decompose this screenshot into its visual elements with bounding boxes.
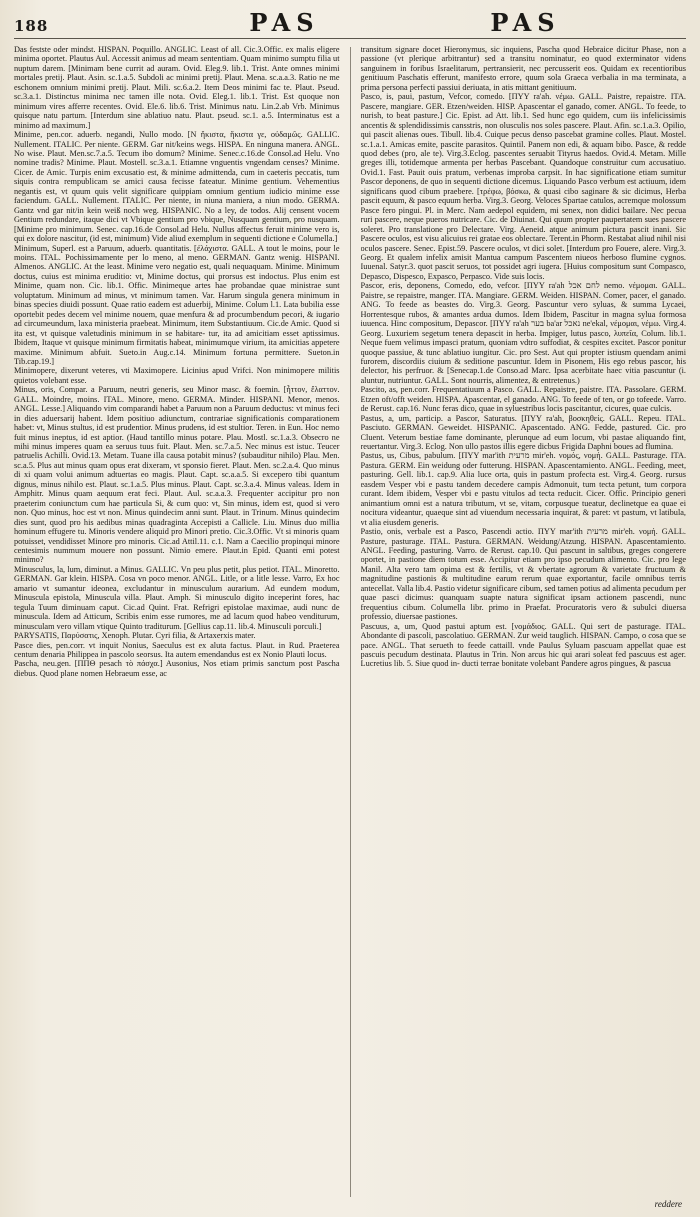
entry-paragraph: transitum signare docet Hieronymus, sic inquiens, Pascha quod Hebraice dicitur Phase, non a passione (vt plerique arbitrantur) sed a transitu nominatur, eo quod exterminator videns sanguinem in foribus Israelitarum, pertransierit, nec percusserit eos. Quidam ex recentioribus genitiuum Paschatis efferunt, manifesto errore, quum sola Graeca verbalia in ma terminata, a prima persona perfecti passiui deriuata, in atis mittant genitiuum.	[360, 45, 687, 92]
left-running-head: PAS	[249, 8, 320, 37]
entry-paragraph: Pascuus, a, um, Quod pastui aptum est. [νομάδιος. GALL. Qui sert de pasturage. ITAL. Abondante di pascoli, pascolatiuo. GERMAN. Zur weid tauglich. HISPAN. Campo, o cosa que se pace. ANGL. That serueth to feede cattaill. vnde Paulus Syluam pascuam appellat quae est pascuis pecudum destinata. Plautus in Trin. Non arcus hic qui arari soleat fed pascuus est ager. Lucretius lib. 5. Siue quod in- ducti terrae bonitate volebant Pandere agros pingues, & pascua	[360, 621, 687, 669]
page-header	[14, 8, 686, 39]
entry-paragraph: Pastio, onis, verbale est a Pasco, Pascendi actio. ΠΥΥ mar'ith מרעית mir'eh. νομή. GALL. Pasture, pasturage. ITAL. Pastura. GERMAN. Weidung/Atzung. HISPAN. Apascentamiento. ANGL. Feeding, pasturing. Varro. de Rerust. cap.10. Qui pascunt in saltibus, greges congerere oportet, in pastione diem totum esse. Accipitur etiam pro ipso pecudum alimento. Cic. pro lege Manil. Alta vero tam opima est & fertilis, vt & vbertate agrorum & varietate fructuum & magnitudine pastionis & multitudine earum rerum quae exportantur, facile omnibus terris antecellat. Valla lib.4. Pastio videtur significare cibum, sed tamen potius ad alimenta pecudum per quae pasci dicimus: quanquam suapte natura significat ipsam actionem pascendi, nunc frequentius cibum. Columella libr. primo in Praefat. Procuratoris vero & subulci diuersa professio, diuersae pastiones.	[360, 527, 687, 622]
left-column	[14, 45, 340, 1205]
entry-paragraph: Minusculus, la, lum, diminut. a Minus. GALLIC. Vn peu plus petit, plus petiot. ITAL. Minoretto. GERMAN. Gar klein. HISPA. Cosa vn poco menor. ANGL. Litle, or a litle lesse. Varro, Ex hoc amario vt sumantur ideonea, excludantur in minusculum aurarium. Ad eundem modum, Minuscula epistola, Minuscula villa. Plaut. Amph. Si minusculo digito inceperint fores, hac tegula Tuum diminuam caput. Cic.ad Quint. Frat. Refrigri epistolae maximae, audi nunc de minuscula. Idem ad Atticum, Scribis enim esse rumores, me ad lacum quod habeo venditurum, minusculam vero villam vtique Quinto traditurum. [Gellius cap.11. lib.4. Minusculi porculi.]	[14, 564, 340, 631]
column-divider	[350, 47, 351, 1197]
entry-paragraph: Pascor, eris, deponens, Comedo, edo, vefcor. [ΠΥΥ ra'ah לחם אכל nemo. νέμομαι. GALL. Paistre, se repaistre, manger. ITA. Mangiare. GERM. Weiden. HISPAN. Comer, pacer, el ganado. ANG. To feede as beastes do. Virg.3. Georg. Pascuntur vero syluas, & summa Lycaei, Horrentesque rubos, & amantes ardua dumos. Idem Ibidem, Pascitur in magna sylua formosa iuuenca. Hinc compositum, Depascor. [ΠΥΥ ra'ah בער ba'ar נאכל ne'ekal, νέμομαι, νέμω. Virg.4. Georg. Luxuriem segetum tenera depascit in herba. Impiger, lutus pasco, λυπεῖα, Colum. lib.1. Neque fuem velimus impasci pratum, quoniam vdtro suffodiat, & cespites excitet. Pascor ponitur quoque passiue, & tunc ablatiuo iungitur. Cic. pro Sest. Aut qui propter istiusm quendam animi furorem, discordiis ciuium & seditione pascuntur. Idem in Pisonem, His ego rebus pascor, his delector, his perfruor. & [Senecap.1.de Conso.ad Marc. Ipsa acerbitate haec vitia pascuntur (i. aluntur, nutriuntur. GALL. Sont nourris, alimentez, & entretenus.)	[360, 281, 687, 385]
entry-paragraph: Pasco, is, paui, pastum, Vefcor, comedo. [ΠΥΥ ra'ah. νέμω. GALL. Paistre, repaistre. ITA. Pascere, mangiare. GER. Etzen/weiden. HISP. Apascentar el ganado, comer. ANGL. To feede, to nurish, to beat pasture.] Cic. Epist. ad Att. lib.1. Sed hunc ego quidem, cum iis infelicissimis ancentis & splendidissimis cansstris, non olusculis nos soles pascere. Plaut. Afin. sc.1.a.3. Opilio, qui pascit alienas oues. Tibull. lib.4. Cuique pecus denso pascebat gramine colles. Plaut. Mostel. sc.1.a.1. Amicas emite, pascite parasitos. Quintil. Panem non edi, & aquam bibo. Pasce, & redde quod debes (pro, ale te). Virg.3.Eclog. pascentes seruabit Tityrus haedos. Ovid.4. Metam. Mille greges illi, totidemque armenta per herbas Pascebant. Quandoque construitur cum accusatiuo. Ovid.1. Fast. Pauit ouis pratum, verbenas improba carpsit. In hac significatione etiam sumitur Pascor deponens, de quo in sequenti dictione dicemus. Liquando Pasco verbum est actiuum, idem significans quod cibum praebere. [τρέφω, βόσκω, & quasi cibo saginare & sic dicimus, Herba pascit equum, & pasco equum herba. Virg.3. Georg. Veloces Spartae catulos, acremque molossum Pasce fero pingui. Pl. in Merc. Nam aedepol equidem, mi senex, non didici bailare. Nec pecua ruri pascere, neque pueros nutricare. Cic. de Diuinat. Qui quum propter paupertatem sues pascere soleret. Pro translatione pro Delectare. Virg. Aeneid. atque animum pictura pascit inani. Sic Pascere oculos, est visu alicuius rei gratae eos oblectare. Terent.in Phorm. Restabat aliud nihil nisi oculos pascere. Senec. Epist.59. Pascere oculos, vt dici solet. [Interdum pro Fouere, alere. Virg.3. Georg. Et qualem infelix amisit Mantua campum Pascentem niueos herboso flumine cygnos. Iuuenal. Satyr.3. quot pascit seruos, tot possidet agri iugera. [Huius compositum sunt Compasco, Depasco, Dispesco, Expasco, Perpasco. Vide suis locis.	[360, 92, 687, 281]
right-running-head: PAS	[490, 8, 561, 37]
entry-paragraph: Pastus, a, um, particip. a Pascor, Saturatus. [ΠΥΥ ra'ah, βοσκηθείς. GALL. Repeu. ITAL. Pasciuto. GERMAN. Geweidet. HISPANIC. Apascentado. ANG. Fedde, pastured. Cic. pro Cluent. Veterum bestiae fame dominante, plerunque ad eum locum, vbi pastae aliquando fint, reuertantur. Virg.3. Eclog. Non ullo pastos illis egere dicbus Frigida Daphni boues ad flumina.	[360, 413, 687, 452]
text-columns	[14, 45, 686, 1205]
entry-paragraph: Das festste oder mindst. HISPAN. Poquillo. ANGLIC. Least of all. Cic.3.Offic. ex malis eligere minima oportet. Plautus Aul. Accessit animus ad meam sententiam. Quam minimo sumptu filia ut nuptum darem. [Minimam bene currit ad auram. Ovid. Eleg.9. lib.1. Trist. Ante omnes minimi mortales pretij. Plaut. Asin. sc.1.a.5. Subdoli ac minimi pretij. Plaut. Mena. sc.a.a.3. Ratio ne me eschonem omnium minimi pretij. Plaut. Mili. sc.6.a.2. Item Deos minimi fac te. Plaut. Pseud. sc.3.a.1. Distinctus minima nec tamen ille nota. Ovid. Eleg.1. lib.1. Trist. Est quoque non minimum vires afferre recentes. Ovid. Ele.6. lib.6. Trist. Minimus natu. Lin.2.ab Vrb. Minimus quisque natu partum. [Interdum sine ablatiuo natu. Plaut. pseud. sc.1. a.5. Interminatus est a minimo ad maximum.]	[14, 45, 340, 130]
entry-paragraph: Pascito, as, pen.corr. Frequentatiuum a Pasco. GALL. Repaistre, paistre. ITA. Passolare. GERM. Etzen oft/offt weiden. HISPA. Apascentar, el ganado. ANG. To feede of ten, or go tofeede. Varro. de Rerust. cap.16. Nunc feras dico, quae in syluestribus locis pascitantur, cicures, quae culcis.	[360, 385, 687, 414]
entry-paragraph: Minimum, Superl. est a Paruum, aduerb. quantitatis. [ἐλάχιστα. GALL. A tout le moins, pour le moins. ITAL. Pochissimamente per lo meno, al meno. GERMAN. Gantz wenig. HISPANI. Almenos. ANGLIC. At the least. Minime vero negatio est, quali nequaquam. Minime. Minimum doctus, cuius est minima eruditio: vt, Minime doctus, qui prorsus est indoctus. Plus enim est Minime, quam non. Cic. lib.1. Offic. Minimeque artes hae probandae quae ministrae sunt voluptatum. Minimum ad minus, vt minimum tamen. Var. Harum singula genera minimum in binas species diuidi possunt. Quae ratio eadem est aduerbij, Minime. Colum l.1. Lata bubilia esse oportebit pedes decem vel minime nouem, quae menfura & ad procumbendum pecori, & iugario ad circumeundum, laxa ministeria praebeat. Minimum, item Substantiuum. Cic.de Amic. Quod si ita est, vt quisque valetudinis minimum in se habitare- tur, ita ad amicitiam esset aptissimus. Ibidem, Itaque vt quisque minimum firmitatis habeat, minimumque virium, ita amicitias appetere maxime. Minimum abfuit. Sueto.in Aug.c.14. Minimum fortuna permittere. Sueton.in Tib.cap.19.]	[14, 243, 340, 366]
entry-paragraph: Minimopere, dixerunt veteres, vti Maximopere. Licinius apud Vrifci. Non minimopere militis quietos volebant esse.	[14, 366, 340, 385]
catchword: reddere	[654, 1199, 682, 1209]
entry-paragraph: PARYSATIS, Παρύσατις, Xenoph. Plutar. Cyri filia, & Artaxerxis mater.	[14, 631, 256, 641]
page-number: 188	[14, 17, 49, 35]
entry-paragraph: Minus, oris, Compar. a Paruum, neutri generis, seu Minor masc. & foemin. [ἧττον, ἔλαττον. GALL. Moindre, moins. ITAL. Minore, meno. GERMA. Minder. HISPANI. Menor, menos. ANGL. Lesse.] Aliquando vim comparandi habet a Paruum non a Paruum deductus: vt minus feci in dies aduersarij habent. Idem positiuo adiunctum, contrariae significationis comparationem habet: vt, Minus stultus, id est prudentior. Minus prudens, id est stultior. Teren. in Eun. Hoc nemo fuit minus ineptus, id est aptior. (Haud tantillo minus potare. Plau. Mostl. sc.1.a.3. Obsecro ne mihi minus imperes quam ea seruus tuus fuit. Plaut. Men. sc.7.a.5. Nec minus est istuc. Teucer patruelis Achilli. Ovid.13. Metam. Tuane illa causa potabit minus? (subauditur nihilo) Plau. Men. sc.a.5. Plus aut minus quam opus erat dixeram, vt sponsio fieret. Plaut. Men. sc.2.a.4. Quo minus di xi quam volui animum adtuertas eo magis. Plaut. Capt. sc.a.a.5. Si excepero tibi quantum dignus, minus nihilo est. Plaut. sc.1.a.5. Plus minus. Plaut. Capt. sc.3.a.4. Minus valeas. Idem in Amphitr. Minus quam aequum erat feci. Plaut. Aul. sc.a.a.3. Frequenter accipitur pro non praeterim coniunctum cum hae particula Si, & cum quo: vt, Sin minus, idem est, quod si vero non. Quo minus, hoc est vt non. Minus quindecim anni sunt. Plaut. in Trinum. Minus quindecim dies sunt, quod pro his aedibus minas quadraginta Accepisti a Callicle. Liu. Minus duo millia hominum effugere tu. Minoris vendere aliquid pro Minori pretio. Cic.3.Offic. Vt si minoris quam potuisset, vendidisset Minore pro minoris. Cic.ad Attil.11. c.1. Nam a Caecilio propinqui minore centesimis nummum mouere non possunt. Nimio emere. Plaut.in Epid. Quanti emi potest minimo?	[14, 385, 340, 565]
entry-paragraph: Pasce dies, pen.corr. vt inquit Nonius, Saeculus est ex aluta factus. Plaut. in Rud. Praeterea centum denaria Philippea in pascolo seorsus. Ita autem emendandus est ex Nonio Plauti locus.	[14, 640, 340, 659]
entry-paragraph: Pastus, us, Cibus, pabulum. [ΠΥΥ mar'ith מרעית mir'eh. νομός, νομή. GALL. Pasturage. ITA. Pastura. GERM. Ein weidung oder futterung. HISPAN. Apascentamiento. ANGL. Feeding, meet, pasturing. Gell. lib.1. cap.9. Alia luce orta, quis in pastum profecta est. Virg.4. Georg. rursus easdem Vesper vbi e pastu tandem decedere campis Admonuit, tum tecta petunt, tum corpora curant. Idem ibidem, Vesper vbi e pastu vitulos ad tecta reducit. Cicer. Offic. Principio generi animantium omni est a natura tributum, vt se, vitam, corpusque tueatur, declinetque ea quae ei nocitura videantur, quaeque sint ad viuendum necessaria inquirat, & paret: vt pastum, vt latibula, vt alia eiusdem generis.	[360, 451, 687, 527]
entry-paragraph: Minime, pen.cor. aduerb. negandi, Nullo modo. [Ν ἥκιστα, ἥκιστα γε, οὐδαμῶς. GALLIC. Nullement. ITALIC. Per niente. GERM. Gar nit/keins wegs. HISPA. En ninguna manera. ANGL. No wise. Plaut. Men.sc.7.a.5. Tecum ibo domum? Minime. Senec.c.16.de Consol.ad Helu. Vno nomine tradis? Minime. Plaut. Mostell. sc.3.a.1. Etiamne vnguentis vngendam censes? Minime. Cicer. de Amic. Turpis enim excusatio est, & minime admittenda, cum in caeteris peccatis, tum siquis contra rempublicam se amici causa fecisse fateatur. Minime gentium. Vehementius negantis est, vt quum quis velit significare quippiam omnium gentium iudicio minime esse faciendum. GALL. Nullement. ITALIC. Per niente, in niuna maniera, a niun modo. GERMA. Gantz vnd gar nit/in kein weiß noch weg. HISPANIC. No a ley, de todos. Alij censent vocem Gentium redundare, itaque dici vt Vbique gentium pro vbique, Nusquam gentium, pro nusquam. [Minime pro minimum. Senec. cap.16.de Consol.ad Helu. Nullus affectus feruit minime vero is, qui ex dolore nascitur, (id est, minimum) Vide aliud exemplum in sequenti dictione e Columella.]	[14, 130, 340, 244]
entry-paragraph: Pascha, neu.gen. [ΠΠΘ pesach τὸ πάσχα.] Ausonius, Nos etiam primis sanctum post Pascha diebus. Quod plane nomen Hebraeum esse, ac	[14, 659, 340, 678]
right-column	[361, 45, 687, 1205]
